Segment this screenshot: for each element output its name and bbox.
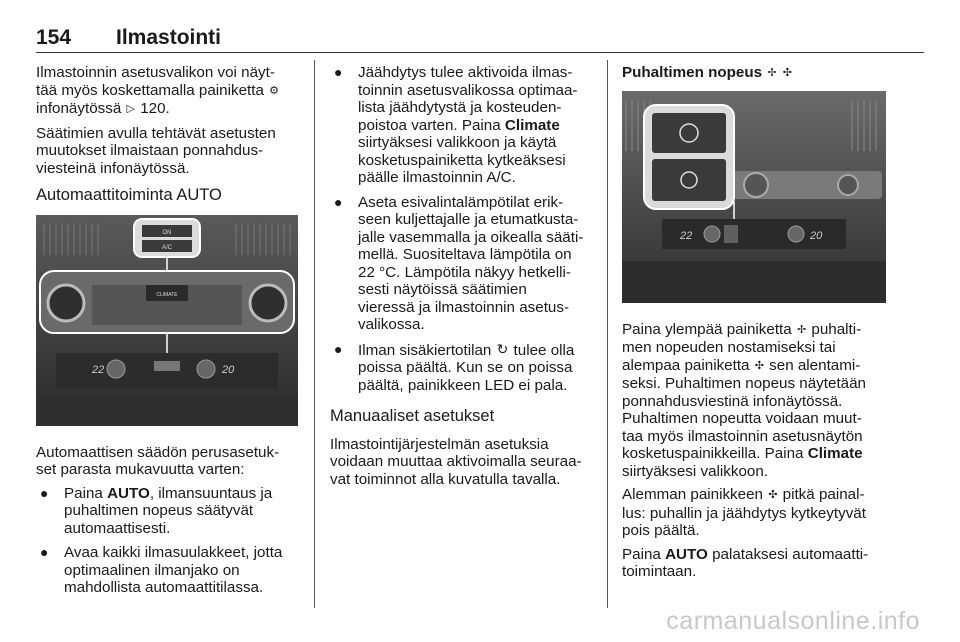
column-2 bbox=[330, 64, 592, 494]
figure-temp-right: 20 bbox=[810, 229, 823, 242]
fan-paragraph-1: Paina ylempää painiketta ✢ puhalti- men nopeuden nostamiseksi tai alempaa painiketta ✣ sen alentami- seksi. Puhaltimen nopeus näytetään ponnahdusviestinä infonäytössä. Puhaltimen nopeutta voidaan muut- taa myös ilmastoinnin asetusnäytön kosketuspainikkeilla. Paina Climate siirtyäksesi valikkoon. bbox=[622, 320, 867, 480]
bullet-dot-icon: ● bbox=[40, 544, 49, 560]
intro-paragraph: Ilmastoinnin asetusvalikon voi näyt- tää myös koskettamalla painiketta ⚙ infonäytössä ▷ 120. bbox=[36, 64, 280, 117]
figure-label-ac: A/C bbox=[161, 244, 173, 251]
climate-panel-figure-auto bbox=[36, 215, 298, 426]
page-header bbox=[36, 24, 924, 54]
fan-up-icon: ✢ bbox=[796, 323, 807, 336]
figure-label-climate: CLIMATE bbox=[156, 291, 178, 298]
bullet-dot-icon: ● bbox=[40, 484, 49, 501]
settings-icon: ⚙ bbox=[269, 84, 280, 97]
header-rule bbox=[36, 52, 924, 53]
bullet-temperature: ● Aseta esivalintalämpötilat erik- seen kuljettajalle ja etumatkusta- jalle vasemmalla ja oikealla sääti- mellä. Suositeltava lämpötila on 22 °C. Lämpötila näkyy hetkelli- sesti näytöissä säätimien vieressä ja ilmastoinnin asetus- valikossa. bbox=[334, 193, 584, 333]
fan-down-icon: ✣ bbox=[754, 359, 764, 372]
bullet-recirculation: ● Ilman sisäkiertotilan ↻ tulee olla poissa päältä. Kun se on poissa päältä, painikkeen LED ei pala. bbox=[334, 340, 575, 394]
auto-basics-paragraph: Automaattisen säädön perusasetuk- set parasta mukavuutta varten: bbox=[36, 443, 280, 478]
fan-paragraph-3: Paina AUTO palataksesi automaatti- toimintaan. bbox=[622, 545, 869, 580]
manual-paragraph: Ilmastointijärjestelmän asetuksia voidaan muuttaa aktivoimalla seuraa- vat toiminnot alla kuvatulla tavalla. bbox=[330, 435, 582, 488]
section-heading-fan-speed: Puhaltimen nopeus ✢ ✣ bbox=[622, 64, 792, 81]
watermark: carmanualsonline.info bbox=[666, 607, 920, 635]
column-1 bbox=[36, 64, 300, 604]
bullet-dot-icon: ● bbox=[334, 193, 343, 210]
page-reference-arrow-icon: ▷ bbox=[126, 103, 135, 115]
column-divider-1 bbox=[314, 60, 315, 608]
fan-down-icon: ✣ bbox=[782, 67, 792, 79]
bullet-vents: ● Avaa kaikki ilmasuulakkeet, jotta optimaalinen ilmanjako on mahdollista automaattitilassa. bbox=[40, 544, 283, 596]
column-3 bbox=[622, 64, 886, 587]
figure-label-on: ON bbox=[162, 229, 172, 236]
fan-down-icon: ✣ bbox=[768, 489, 778, 501]
figure-temp-right: 20 bbox=[222, 363, 235, 376]
climate-panel-figure-fan bbox=[622, 91, 886, 303]
bullet-cooling: ● Jäähdytys tulee aktivoida ilmas- toinnin asetusvalikossa optimaa- lista jäähdytystä ja kosteuden- poistoa varten. Paina Climate siirtyäksesi valikkoon ja käytä kosketuspainiketta kytkeäksesi päälle ilmastoinnin A/C. bbox=[334, 64, 578, 186]
fan-paragraph-2: Alemman painikkeen ✣ pitkä painal- lus: puhallin ja jäähdytys kytkeytyvät pois päältä. bbox=[622, 486, 866, 539]
section-heading-auto: Automaattitoiminta AUTO bbox=[36, 186, 222, 204]
controls-paragraph: Säätimien avulla tehtävät asetusten muutokset ilmaistaan ponnahdus- viesteinä infonäytössä. bbox=[36, 124, 276, 177]
page-number: 154 bbox=[36, 26, 72, 49]
fan-up-icon: ✢ bbox=[767, 67, 777, 79]
figure-temp-left: 22 bbox=[92, 363, 105, 376]
bullet-dot-icon: ● bbox=[334, 64, 343, 80]
recirculation-icon: ↻ bbox=[496, 340, 509, 357]
figure-temp-left: 22 bbox=[680, 229, 693, 242]
page-title: Ilmastointi bbox=[116, 26, 222, 49]
bullet-dot-icon: ● bbox=[334, 340, 343, 357]
bullet-auto: ● Paina AUTO, ilmansuuntaus ja puhaltimen nopeus säätyvät automaattisesti. bbox=[40, 484, 273, 537]
section-heading-manual: Manuaaliset asetukset bbox=[330, 407, 495, 425]
column-divider-2 bbox=[607, 60, 608, 608]
